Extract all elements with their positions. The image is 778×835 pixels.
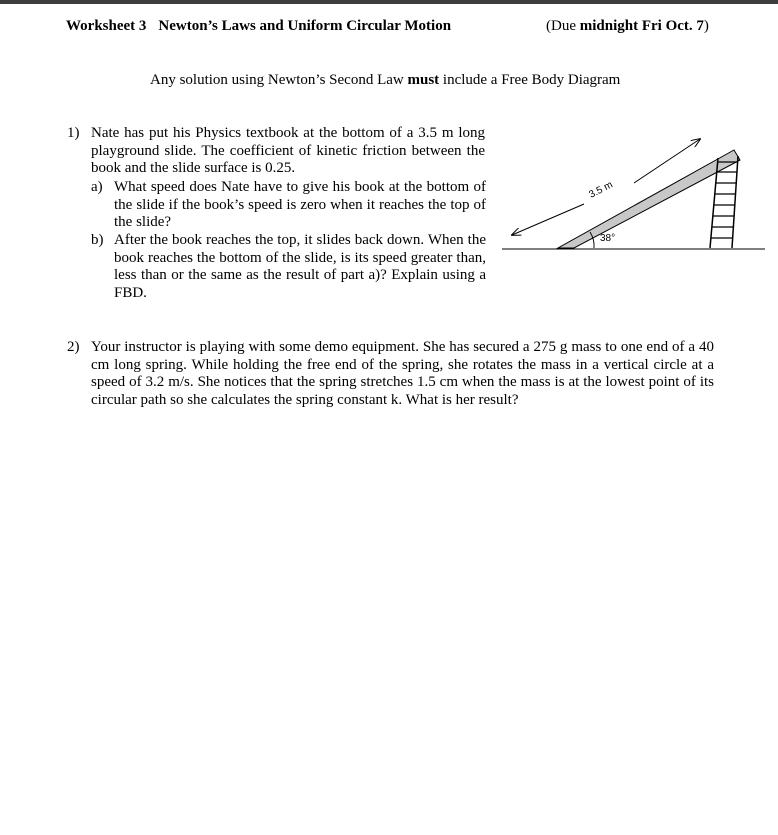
- question-2-number: 2): [67, 339, 80, 355]
- question-1a-label: a): [91, 179, 103, 195]
- instruction-line: Any solution using Newton’s Second Law must include a Free Body Diagram: [150, 72, 621, 88]
- dimension-arrow-lower: [512, 204, 584, 235]
- question-2-text: Your instructor is playing with some demo equipment. She has secured a 275 g mass to one end of a 40 cm long spring. While holding the free end of the spring, she rotates the mass in a vertical circle at a speed of 3.2 m/s. She notices that the spring stretches 1.5 cm when the mass is at the lowest point of its circular path so she calculates the spring constant k. What is her result?: [91, 339, 714, 408]
- due-date-value: midnight Fri Oct. 7: [579, 18, 704, 34]
- worksheet-topic: Newton’s Laws and Uniform Circular Motion: [158, 18, 452, 34]
- question-1b-label: b): [91, 232, 104, 248]
- question-1b-text: After the book reaches the top, it slides back down. When the book reaches the bottom of the slide, is its speed greater than, less than or the same as the result of part a)? Explain using a FBD.: [114, 232, 486, 301]
- question-1-text: Nate has put his Physics textbook at the bottom of a 3.5 m long playground slide. The coefficient of kinetic friction between the book and the slide surface is 0.25.: [91, 125, 485, 176]
- slide-diagram: [498, 128, 768, 258]
- question-1a-text: What speed does Nate have to give his book at the bottom of the slide if the book’s speed is zero when it reaches the top of the slide?: [114, 179, 486, 230]
- length-label: 3.5 m: [587, 179, 615, 201]
- worksheet-number: Worksheet 3: [66, 18, 147, 34]
- question-1-number: 1): [67, 125, 80, 141]
- worksheet-title: [66, 18, 451, 35]
- instruction-emphasis: must: [407, 72, 440, 88]
- due-date: (Due midnight Fri Oct. 7): [546, 18, 709, 34]
- angle-label: 38°: [600, 233, 616, 244]
- top-border: [0, 0, 778, 4]
- slide-surface: [558, 150, 740, 248]
